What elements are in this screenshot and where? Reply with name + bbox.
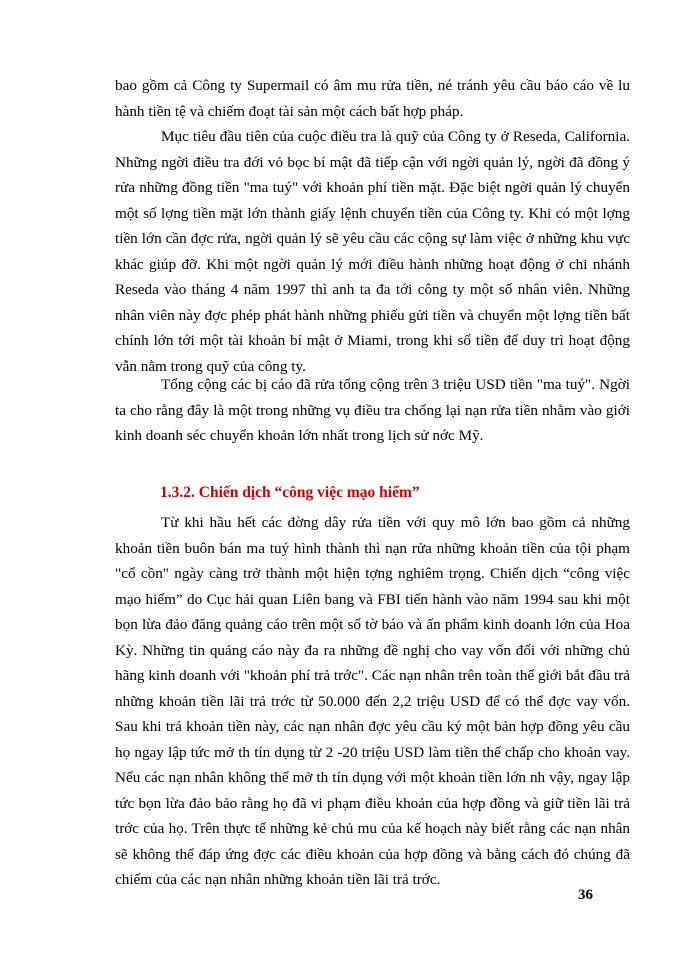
paragraph-risky-business-campaign: Từ khi hầu hết các đờng dây rửa tiền với quy mô lớn bao gồm cả những khoản tiền buôn bán ma tuý hình thành thì nạn rửa những khoản tiền của tội phạm "cổ cồn" ngày càng trở thành một hiện tợng nghiêm trọng. Chiến dịch “công việc mạo hiểm” do Cục hải quan Liên bang và FBI tiến hành vào năm 1994 sau khi một bọn lừa đảo đăng quảng cáo trên một số tờ báo và ấn phẩm kinh doanh lớn của Hoa Kỳ. Những tin quảng cáo này đa ra những đề nghị cho vay vốn đối với những chủ hãng kinh doanh với "khoản phí trả trớc". Các nạn nhân trên toàn thế giới bắt đầu trả những khoản tiền lãi trả trớc từ 50.000 đến 2,2 triệu USD để có thể đợc vay vốn. Sau khi trả khoản tiền này, các nạn nhân đợc yêu cầu ký một bản hợp đồng yêu cầu họ ngay lập tức mở th tín dụng từ 2 -20 triệu USD làm tiền thế chấp cho khoản vay. Nếu các nạn nhân không thể mở th tín dụng với một khoản tiền lớn nh vậy, ngay lập tức bọn lừa đảo bảo rằng họ đã vi phạm điều khoản của hợp đồng và giữ tiền lãi trả trớc của họ. Trên thực tế những kẻ chủ mu của kế hoạch này biết rằng các nạn nhân sẽ không thể đáp ứng đợc các điều khoản của hợp đồng và bằng cách đó chúng đã chiếm của các nạn nhân những khoản tiền lãi trả trớc. bbox=[115, 514, 630, 888]
paragraph-investigation-reseda: Mục tiêu đầu tiên của cuộc điều tra là quỹ của Công ty ở Reseda, California. Những ngời điều tra đới vỏ bọc bí mật đã tiếp cận với ngời quản lý, ngời đã đồng ý rửa những đồng tiền "ma tuý" với khoản phí tiền mặt. Đặc biệt ngời quản lý chuyển một số lợng tiền mặt lớn thành giấy lệnh chuyển tiền của Công ty. Khi có một lợng tiền lớn cần đợc rửa, ngời quản lý sẽ yêu cầu các cộng sự làm việc ở những khu vực khác giúp đỡ. Khi một ngời quản lý mới điều hành những hoạt động ở chi nhánh Reseda vào tháng 4 năm 1997 thì anh ta đa tới công ty một số nhân viên. Những nhân viên này đợc phép phát hành những phiếu gửi tiền và chuyển một lợng tiền bất chính lớn tới một tài khoản bí mật ở Miami, trong khi số tiền để duy trì hoạt động vẫn nằm trong quỹ của công ty. bbox=[115, 128, 630, 375]
section-heading: 1.3.2. Chiến dịch “công việc mạo hiểm” bbox=[160, 484, 420, 501]
paragraph-continuation: bao gồm cả Công ty Supermail có âm mu rửa tiền, né tránh yêu cầu báo cáo về lu hành tiền tệ và chiếm đoạt tài sản một cách bất hợp pháp. bbox=[115, 77, 630, 120]
page-number: 36 bbox=[578, 887, 593, 903]
paragraph-investigation-total: Tổng cộng các bị cáo đã rửa tổng cộng trên 3 triệu USD tiền "ma tuý". Ngời ta cho rằng đây là một trong những vụ điều tra chống lại nạn rửa tiền nhằm vào giới kinh doanh séc chuyển khoản lớn nhất trong lịch sử nớc Mỹ. bbox=[115, 376, 630, 444]
